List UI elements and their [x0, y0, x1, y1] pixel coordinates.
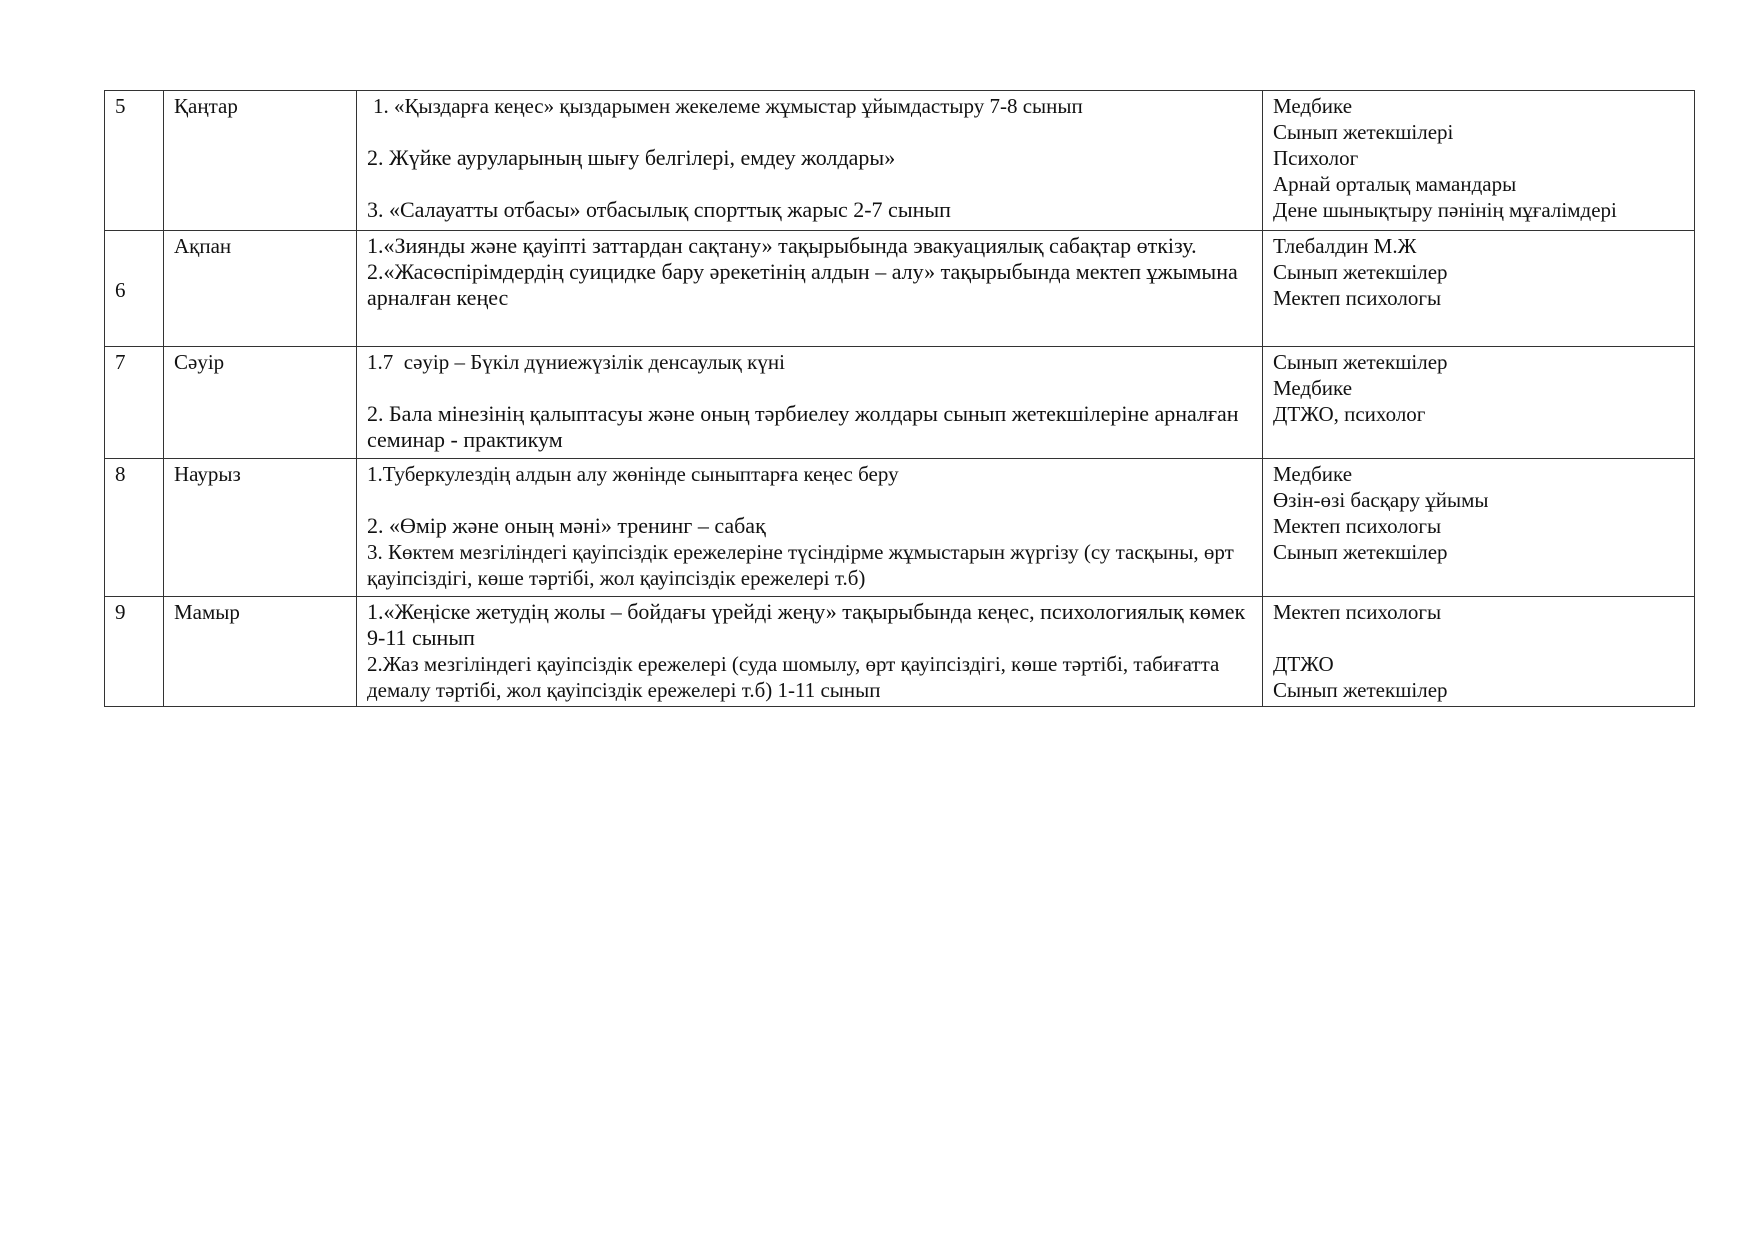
activity-item: 1.Туберкулездің алдын алу жөнінде сыныптарға кеңес беру [367, 462, 899, 486]
activity-item: 1. «Қыздарға кеңес» қыздарымен жекелеме жұмыстар ұйымдастыру 7-8 сынып [373, 94, 1083, 118]
activity-item: 3. Көктем мезгіліндегі қауіпсіздік ережелеріне түсіндірме жұмыстарын жүргізу (су тасқыны, өрт қауіпсіздігі, көше тәртібі, жол қауіпсіздік ережелері т.б) [367, 540, 1234, 590]
activities-cell [357, 347, 1263, 459]
table-row [105, 459, 1695, 597]
activity-item: 2.«Жасөспірімдердің суицидке бару әрекетінің алдын – алу» тақырыбында мектеп ұжымына арналған кеңес [367, 259, 1238, 310]
activity-item: 1.7 сәуір – Бүкіл дүниежүзілік денсаулық күні [367, 350, 785, 374]
activities-cell [357, 231, 1263, 347]
table-row [105, 91, 1695, 231]
month-cell: Сәуір [164, 347, 357, 459]
responsible-item: Сынып жетекшілері [1273, 120, 1454, 144]
month-cell: Наурыз [164, 459, 357, 597]
responsible-cell [1263, 459, 1695, 597]
responsible-item: Мектеп психологы [1273, 514, 1442, 538]
plan-table [104, 90, 1695, 707]
activity-item: 2. Бала мінезінің қалыптасуы және оның тәрбиелеу жолдары сынып жетекшілеріне арналған семинар - практикум [367, 401, 1239, 452]
row-number: 7 [105, 347, 164, 459]
responsible-item: Медбике [1273, 462, 1353, 486]
responsible-item: Дене шынықтыру пәнінің мұғалімдері [1273, 198, 1617, 222]
row-number: 5 [105, 91, 164, 231]
responsible-item: Сынып жетекшілер [1273, 350, 1448, 374]
responsible-item: ДТЖО [1273, 652, 1334, 676]
activity-item: 1.«Жеңіске жетудің жолы – бойдағы үрейді жеңу» тақырыбында кеңес, психологиялық көмек 9-11 сынып [367, 599, 1246, 650]
responsible-cell [1263, 597, 1695, 707]
responsible-item: Сынып жетекшілер [1273, 540, 1448, 564]
table-row [105, 597, 1695, 707]
responsible-cell [1263, 91, 1695, 231]
activity-item: 3. «Салауатты отбасы» отбасылық спорттық жарыс 2-7 сынып [367, 197, 951, 222]
responsible-item: Мектеп психологы [1273, 286, 1442, 310]
responsible-item: Психолог [1273, 146, 1359, 170]
row-number: 6 [105, 231, 164, 347]
responsible-item: Сынып жетекшілер [1273, 678, 1448, 702]
table-row [105, 347, 1695, 459]
responsible-item: Тлебалдин М.Ж [1273, 234, 1417, 258]
month-cell: Ақпан [164, 231, 357, 347]
responsible-item: Медбике [1273, 376, 1353, 400]
activity-item: 2.Жаз мезгіліндегі қауіпсіздік ережелері (суда шомылу, өрт қауіпсіздігі, көше тәртібі, табиғатта демалу тәртібі, жол қауіпсіздік ережелері т.б) 1-11 сынып [367, 652, 1220, 702]
activities-cell [357, 459, 1263, 597]
responsible-item: Арнай орталық мамандары [1273, 172, 1517, 196]
activity-item: 1.«Зиянды және қауіпті заттардан сақтану» тақырыбында эвакуациялық сабақтар өткізу. [367, 233, 1197, 258]
month-cell: Қаңтар [164, 91, 357, 231]
responsible-item: Медбике [1273, 94, 1353, 118]
table-row [105, 231, 1695, 347]
row-number: 8 [105, 459, 164, 597]
activity-item: 2. Жүйке ауруларының шығу белгілері, емдеу жолдары» [367, 145, 896, 170]
responsible-item: ДТЖО, психолог [1273, 402, 1426, 426]
row-number: 9 [105, 597, 164, 707]
responsible-item: Өзін-өзі басқару ұйымы [1273, 488, 1489, 512]
responsible-item: Мектеп психологы [1273, 600, 1442, 624]
responsible-cell [1263, 347, 1695, 459]
activity-item: 2. «Өмір және оның мәні» тренинг – сабақ [367, 513, 766, 538]
activities-cell [357, 597, 1263, 707]
month-cell: Мамыр [164, 597, 357, 707]
responsible-item: Сынып жетекшілер [1273, 260, 1448, 284]
activities-cell [357, 91, 1263, 231]
responsible-cell [1263, 231, 1695, 347]
